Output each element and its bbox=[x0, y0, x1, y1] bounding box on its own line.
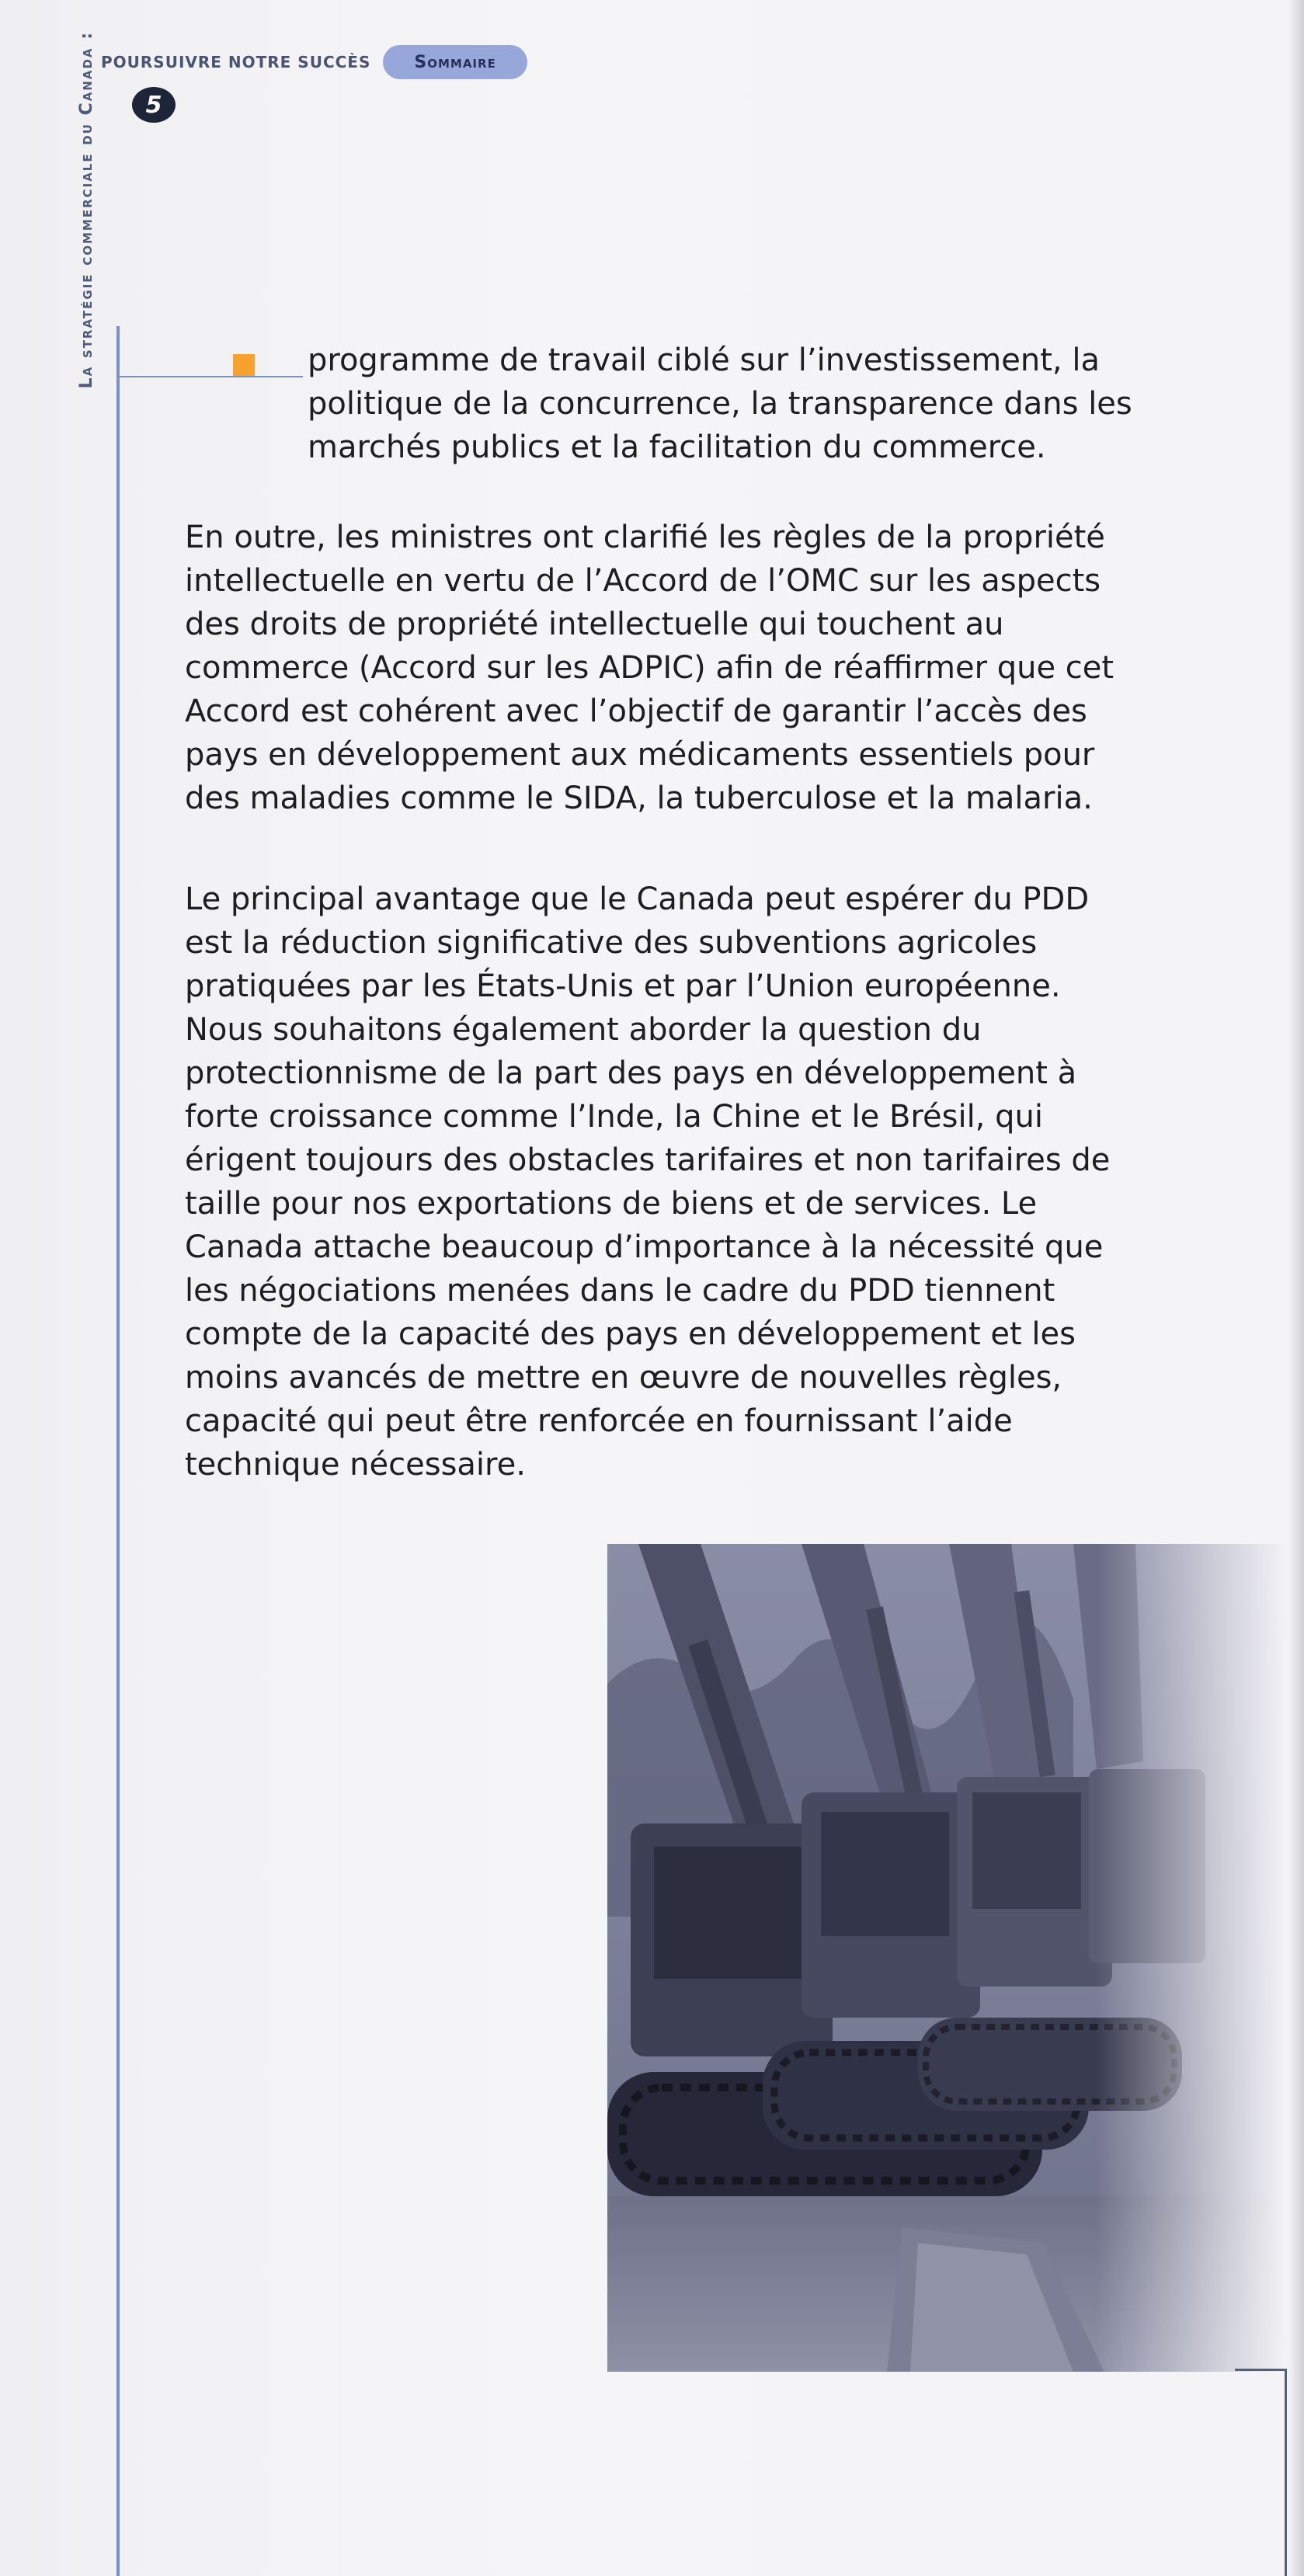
page-header bbox=[101, 45, 527, 79]
photo-bottom-rule bbox=[1235, 2369, 1286, 2371]
page-edge-shadow bbox=[1288, 0, 1304, 2576]
excavators-photo bbox=[607, 1544, 1286, 2372]
bullet-square-icon bbox=[233, 354, 255, 376]
section-label: POURSUIVRE NOTRE SUCCÈS bbox=[101, 53, 371, 71]
left-margin-rule bbox=[116, 326, 120, 2576]
running-title bbox=[65, 31, 109, 497]
paragraph-trips: En outre, les ministres ont clarifié les règles de la propriété intellectuelle en vertu de l’Accord de l’OMC sur les aspects des droits de propriété intellectuelle qui touchent au commerce (Accord sur les ADPIC) afin de réaffirmer que cet Accord est cohérent avec l’objectif de garantir l’accès des pays en développement aux médicaments essentiels pour des maladies comme le SIDA, la tuberculose et la malaria. bbox=[185, 520, 1114, 816]
summary-tab[interactable]: Sommaire bbox=[383, 45, 527, 79]
page-number-badge: 5 bbox=[132, 87, 176, 123]
running-title-text: La stratégie commerciale du Canada : bbox=[77, 31, 96, 389]
paragraph-pdd-advantage: Le principal avantage que le Canada peut espérer du PDD est la réduction significative des subventions agricoles pratiquées par les États-Unis et par l’Union européenne. Nous souhaitons également aborder la question du protectionnisme de la part des pays en développement à forte croissance comme l’Inde, la Chine et le Brésil, qui érigent toujours des obstacles tarifaires et non tarifaires de taille pour nos exportations de biens et de services. Le Canada attache beaucoup d’importance à la nécessité que les négociations menées dans le cadre du PDD tiennent compte de la capacité des pays en développement et les moins avancés de mettre en œuvre de nouvelles règles, capacité qui peut être renforcée en fournissant l’aide technique nécessaire. bbox=[185, 881, 1111, 1483]
bullet-item bbox=[233, 339, 1134, 469]
photo-right-rule bbox=[1285, 2369, 1287, 2576]
bullet-text: programme de travail ciblé sur l’investissement, la politique de la concurrence, la transparence dans les marchés publics et la facilitation du commerce. bbox=[308, 342, 1132, 465]
